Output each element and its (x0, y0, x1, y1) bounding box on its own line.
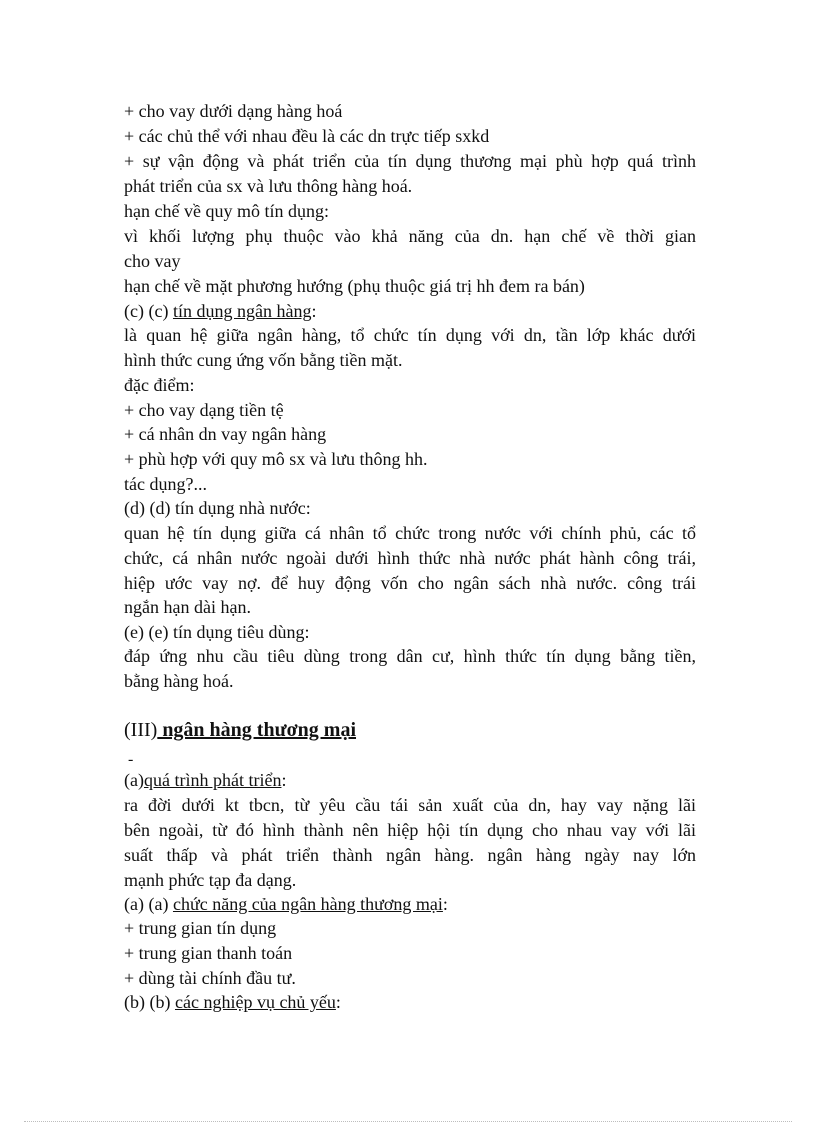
text-line: + cho vay dưới dạng hàng hoá (124, 101, 343, 121)
text-line: + dùng tài chính đầu tư. (124, 968, 296, 988)
text-line: tác dụng?... (124, 474, 207, 494)
text-line: ngắn hạn dài hạn. (124, 597, 251, 617)
page-bottom-divider (24, 1121, 792, 1122)
text-line: + phù hợp với quy mô sx và lưu thông hh. (124, 449, 428, 469)
section-a2-heading (124, 892, 696, 916)
section-c-title: tín dụng ngân hàng (172, 301, 312, 321)
section-a1-heading (124, 768, 696, 792)
text-line: bằng hàng hoá. (124, 671, 234, 691)
section-a2-title: chức năng của ngân hàng thương mại (172, 894, 443, 914)
section-a2-suffix: : (442, 894, 448, 914)
text-line: vì khối lượng phụ thuộc vào khả năng của dn. hạn chế về thời gian (124, 226, 696, 246)
section-a2-prefix: (a) (a) (124, 894, 173, 914)
text-line: quan hệ tín dụng giữa cá nhân tổ chức trong nước với chính phủ, các tổ (124, 523, 696, 543)
section-iii-heading (124, 718, 696, 742)
text-line: đặc điểm: (124, 375, 195, 395)
text-line: bên ngoài, từ đó hình thành nên hiệp hội tín dụng cho nhau vay với lãi (124, 820, 696, 840)
section-b-heading (124, 990, 696, 1014)
section-iii-title: ngân hàng thương mại (157, 719, 357, 741)
text-line: ra đời dưới kt tbcn, từ yêu cầu tái sản xuất của dn, hay vay nặng lãi (124, 795, 696, 815)
section-a1-prefix: (a) (124, 770, 144, 790)
section-c-prefix: (c) (c) (124, 301, 173, 321)
text-line: hạn chế về quy mô tín dụng: (124, 201, 329, 221)
section-a1-title: quá trình phát triển (143, 770, 282, 790)
text-line: hạn chế về mặt phương hướng (phụ thuộc giá trị hh đem ra bán) (124, 276, 585, 296)
text-line: + cho vay dạng tiền tệ (124, 400, 284, 420)
text-line: suất thấp và phát triển thành ngân hàng. ngân hàng ngày nay lớn (124, 845, 696, 865)
text-line: chức, cá nhân nước ngoài dưới hình thức nhà nước phát hành công trái, (124, 548, 696, 568)
section-e-heading: (e) (e) tín dụng tiêu dùng: (124, 622, 310, 642)
section-b-suffix: : (335, 992, 341, 1012)
text-line: + các chủ thể với nhau đều là các dn trực tiếp sxkd (124, 126, 490, 146)
text-line: + sự vận động và phát triển của tín dụng thương mại phù hợp quá trình (124, 151, 696, 171)
text-line: mạnh phức tạp đa dạng. (124, 870, 297, 890)
section-b-title: các nghiệp vụ chủ yếu (174, 992, 336, 1012)
text-line: là quan hệ giữa ngân hàng, tổ chức tín dụng với dn, tần lớp khác dưới (124, 325, 696, 345)
text-line: + trung gian tín dụng (124, 918, 277, 938)
text-line: + cá nhân dn vay ngân hàng (124, 424, 327, 444)
section-b-prefix: (b) (b) (124, 992, 175, 1012)
dash-marker: - (128, 751, 134, 768)
section-a1-suffix: : (281, 770, 287, 790)
text-line: hình thức cung ứng vốn bằng tiền mặt. (124, 350, 403, 370)
section-c-heading (124, 299, 696, 323)
section-c-suffix: : (311, 301, 317, 321)
section-d-heading: (d) (d) tín dụng nhà nước: (124, 498, 311, 518)
section-iii-prefix: (III) (124, 719, 158, 741)
text-line: phát triển của sx và lưu thông hàng hoá. (124, 176, 413, 196)
text-line: cho vay (124, 251, 181, 271)
text-line: hiệp ước vay nợ. để huy động vốn cho ngân sách nhà nước. công trái (124, 573, 696, 593)
text-line: đáp ứng nhu cầu tiêu dùng trong dân cư, hình thức tín dụng bằng tiền, (124, 646, 696, 666)
text-line: + trung gian thanh toán (124, 943, 293, 963)
